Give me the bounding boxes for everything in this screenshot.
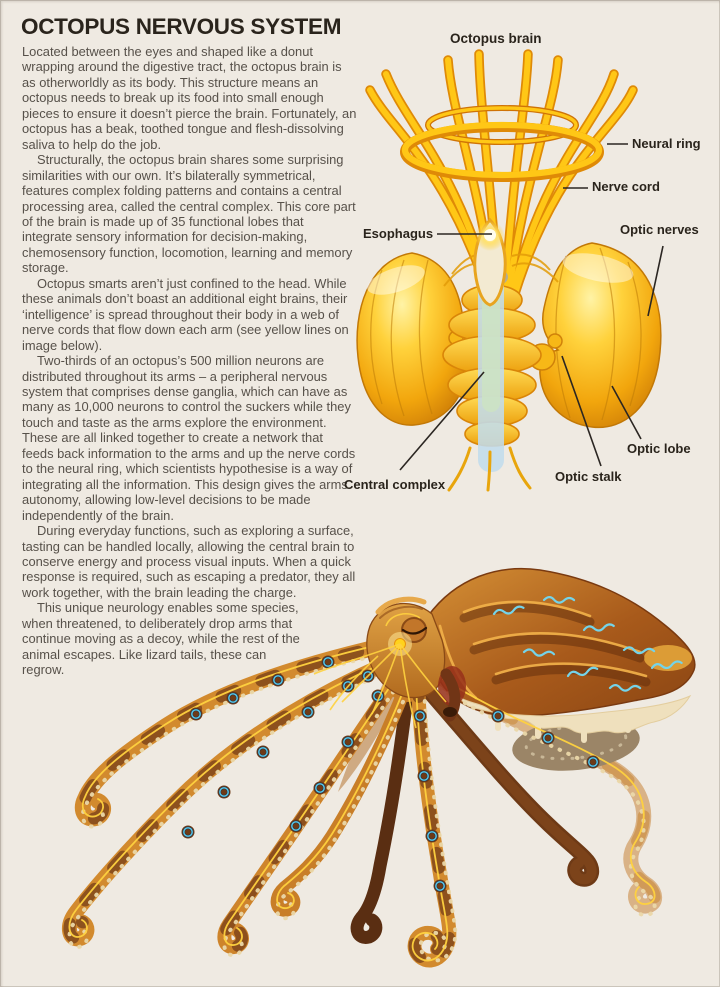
brain-diagram-figure	[352, 12, 720, 512]
paragraph: Octopus smarts aren’t just confined to the head. While these animals don’t boast an additional eight brains, their ‘intelligence’ is spread throughout their body in a web of nerve cords that flow down each arm (see yellow lines on image below).	[22, 275, 349, 353]
label-esophagus: Esophagus	[363, 226, 434, 241]
lower-fringes	[449, 448, 530, 490]
label-central-complex: Central complex	[344, 477, 446, 492]
page-title: OCTOPUS NERVOUS SYSTEM	[21, 14, 342, 39]
esophagus-art	[475, 220, 508, 472]
paragraph: Two-thirds of an octopus’s 500 million neurons are distributed throughout its arms – a peripheral nervous system that comprises dense ganglia, which can have as many as 10,000 neurons to control the suckers while they touch and taste as the arms explore the environment. These are all linked together to create a network that feeds back information to the arms and up the nerve cords to the neural ring, which scientists hypothesise is a way of integrating all the information. This design gives the arms autonomy, allowing low-level decisions to be made independently of the brain.	[22, 353, 356, 523]
paragraph: This unique neurology enables some species, when threatened, to deliberately drop arms that continue moving as a decoy, while the rest of the animal escapes. Like lizard tails, these can regrow.	[22, 600, 300, 678]
label-nerve-cord: Nerve cord	[592, 179, 660, 194]
neural-ring-art	[405, 108, 599, 177]
octopus-illustration-figure	[28, 556, 720, 987]
brain-diagram-art	[352, 12, 720, 512]
label-optic-lobe: Optic lobe	[627, 441, 691, 456]
label-neural-ring: Neural ring	[632, 136, 701, 151]
label-optic-nerves: Optic nerves	[620, 222, 699, 237]
paragraph: Structurally, the octopus brain shares some surprising similarities with our own. It’s bilaterally symmetrical, features complex folding patterns and contains a central processing area, called the central complex. This core part of the brain is made up of 35 functional lobes that integrate sensory information for decision-making, chemosensory function, locomotion, learning and memory storage.	[22, 152, 356, 276]
octopus-illustration-art	[28, 556, 720, 987]
paragraph: Located between the eyes and shaped like a donut wrapping around the digestive tract, the octopus brain is as otherworldly as its body. This structure means an octopus needs to break up its food into small enough pieces to ensure it doesn’t pierce the brain. Fortunately, an octopus has a beak, toothed tongue and flesh-dissolving saliva to help do the job.	[22, 44, 357, 152]
label-optic-stalk: Optic stalk	[555, 469, 622, 484]
label-octopus-brain: Octopus brain	[450, 31, 542, 46]
paragraph: During everyday functions, such as exploring a surface, tasting can be handled locally, allowing the central brain to conserve energy and process visual inputs. When a quick response is required, such as escaping a predator, they all work together, with the brain leading the charge.	[22, 523, 356, 600]
